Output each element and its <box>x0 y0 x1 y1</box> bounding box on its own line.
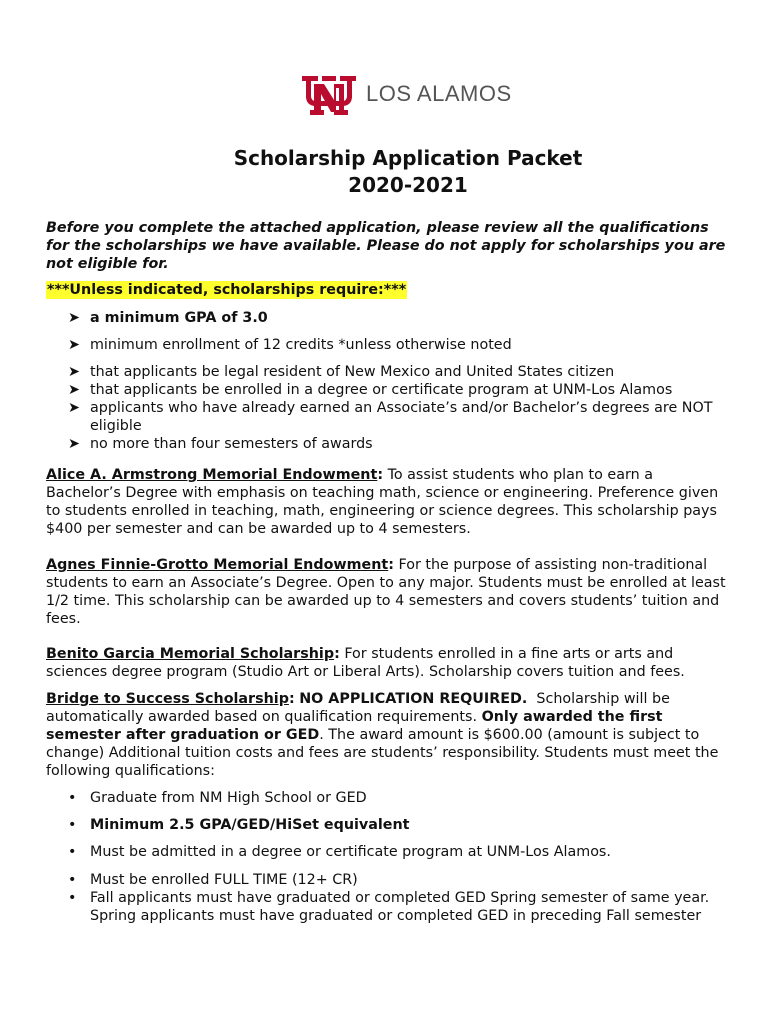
bridge-qualifications-list <box>68 843 728 861</box>
arrow-bullet-icon: ➤ <box>68 337 80 353</box>
list-item: ➤ that applicants be legal resident of New Mexico and United States citizen <box>68 364 615 380</box>
list-item: ➤ applicants who have already earned an Associate’s and/or Bachelor’s degrees are NOT eligible <box>68 400 713 434</box>
bridge-qualifications-list <box>68 871 728 925</box>
arrow-bullet-icon: ➤ <box>68 400 80 416</box>
scholarship-bridge-to-success: Bridge to Success Scholarship: NO APPLICATION REQUIRED. Scholarship will be automatically awarded based on qualification requirements. Only awarded the first semester after graduation or GED. The award amount is $600.00 (amount is subject to change) Additional tuition costs and fees are students’ responsibility. Students must meet the following qualifications: <box>46 691 719 779</box>
bullet-icon: • <box>68 872 77 888</box>
list-item: • Graduate from NM High School or GED <box>68 790 367 806</box>
list-item: ➤ a minimum GPA of 3.0 <box>68 310 268 326</box>
logo-text: LOS ALAMOS <box>366 81 512 106</box>
requirements-list <box>68 336 728 354</box>
list-item: ➤ that applicants be enrolled in a degree or certificate program at UNM-Los Alamos <box>68 382 673 398</box>
list-item: ➤ minimum enrollment of 12 credits *unless otherwise noted <box>68 337 512 353</box>
intro-instructions: Before you complete the attached application, please review all the qualifications for the scholarships we have available. Please do not apply for scholarships you are not eligible for. <box>46 220 726 272</box>
bullet-icon: • <box>68 844 77 860</box>
requirements-list <box>68 363 728 453</box>
bridge-bold-note: Only awarded the first semester after graduation or GED <box>46 709 663 743</box>
arrow-bullet-icon: ➤ <box>68 310 80 326</box>
no-application-notice: NO APPLICATION REQUIRED. <box>299 691 528 707</box>
bridge-text-2: . The award amount is $600.00 (amount is subject to change) Additional tuition costs and fees are students’ responsibility. Students must meet the following qualifications: <box>46 727 719 779</box>
scholarship-name: Bridge to Success Scholarship <box>46 691 289 707</box>
unm-monogram-icon <box>300 72 358 116</box>
list-item: • Must be enrolled FULL TIME (12+ CR) <box>68 872 358 888</box>
bridge-text-1: Scholarship will be automatically awarded based on qualification requirements. <box>46 691 670 725</box>
requirements-list <box>68 309 728 327</box>
list-item: • Fall applicants must have graduated or completed GED Spring semester of same year. Spring applicants must have graduated or completed GED in preceding Fall semester <box>68 890 710 924</box>
page-title: Scholarship Application Packet <box>233 146 583 170</box>
arrow-bullet-icon: ➤ <box>68 436 80 452</box>
scholarship-garcia: Benito Garcia Memorial Scholarship: For students enrolled in a fine arts or arts and sciences degree program (Studio Art or Liberal Arts). Scholarship covers tuition and fees. <box>46 646 685 680</box>
bridge-qualifications-list <box>68 789 728 807</box>
list-item: • Must be admitted in a degree or certificate program at UNM-Los Alamos. <box>68 844 611 860</box>
scholarship-armstrong: Alice A. Armstrong Memorial Endowment: To assist students who plan to earn a Bachelor’s Degree with emphasis on teaching math, science or engineering. Preference given to students enrolled in teaching, math, engineering or science degrees. This scholarship pays $400 per semester and can be awarded up to 4 semesters. <box>46 467 719 537</box>
scholarship-description: To assist students who plan to earn a Bachelor’s Degree with emphasis on teaching math, science or engineering. Preference given to students enrolled in teaching, math, engineering or science degrees. This scholarship pays $400 per semester and can be awarded up to 4 semesters. <box>46 467 719 537</box>
scholarship-name: Alice A. Armstrong Memorial Endowment <box>46 467 378 483</box>
scholarship-name: Agnes Finnie-Grotto Memorial Endowment <box>46 557 389 573</box>
scholarship-name: Benito Garcia Memorial Scholarship <box>46 646 335 662</box>
bullet-icon: • <box>68 817 77 833</box>
scholarship-description: For the purpose of assisting non-traditional students to earn an Associate’s Degree. Open to any major. Students must be enrolled at least 1/2 time. This scholarship can be awarded up to 4 semesters and covers students’ tuition and fees. <box>46 557 726 627</box>
unm-los-alamos-logo <box>300 72 512 116</box>
bullet-icon: • <box>68 890 77 906</box>
requirements-heading: ***Unless indicated, scholarships require:*** <box>47 282 407 298</box>
scholarship-description: For students enrolled in a fine arts or arts and sciences degree program (Studio Art or Liberal Arts). Scholarship covers tuition and fees. <box>46 646 685 680</box>
bullet-icon: • <box>68 790 77 806</box>
arrow-bullet-icon: ➤ <box>68 382 80 398</box>
bridge-qualifications-list <box>68 816 728 834</box>
list-item: • Minimum 2.5 GPA/GED/HiSet equivalent <box>68 817 410 833</box>
list-item: ➤ no more than four semesters of awards <box>68 436 373 452</box>
page-subtitle-year: 2020-2021 <box>348 173 468 197</box>
arrow-bullet-icon: ➤ <box>68 364 80 380</box>
scholarship-finnie-grotto: Agnes Finnie-Grotto Memorial Endowment: For the purpose of assisting non-traditional students to earn an Associate’s Degree. Open to any major. Students must be enrolled at least 1/2 time. This scholarship can be awarded up to 4 semesters and covers students’ tuition and fees. <box>46 557 726 627</box>
